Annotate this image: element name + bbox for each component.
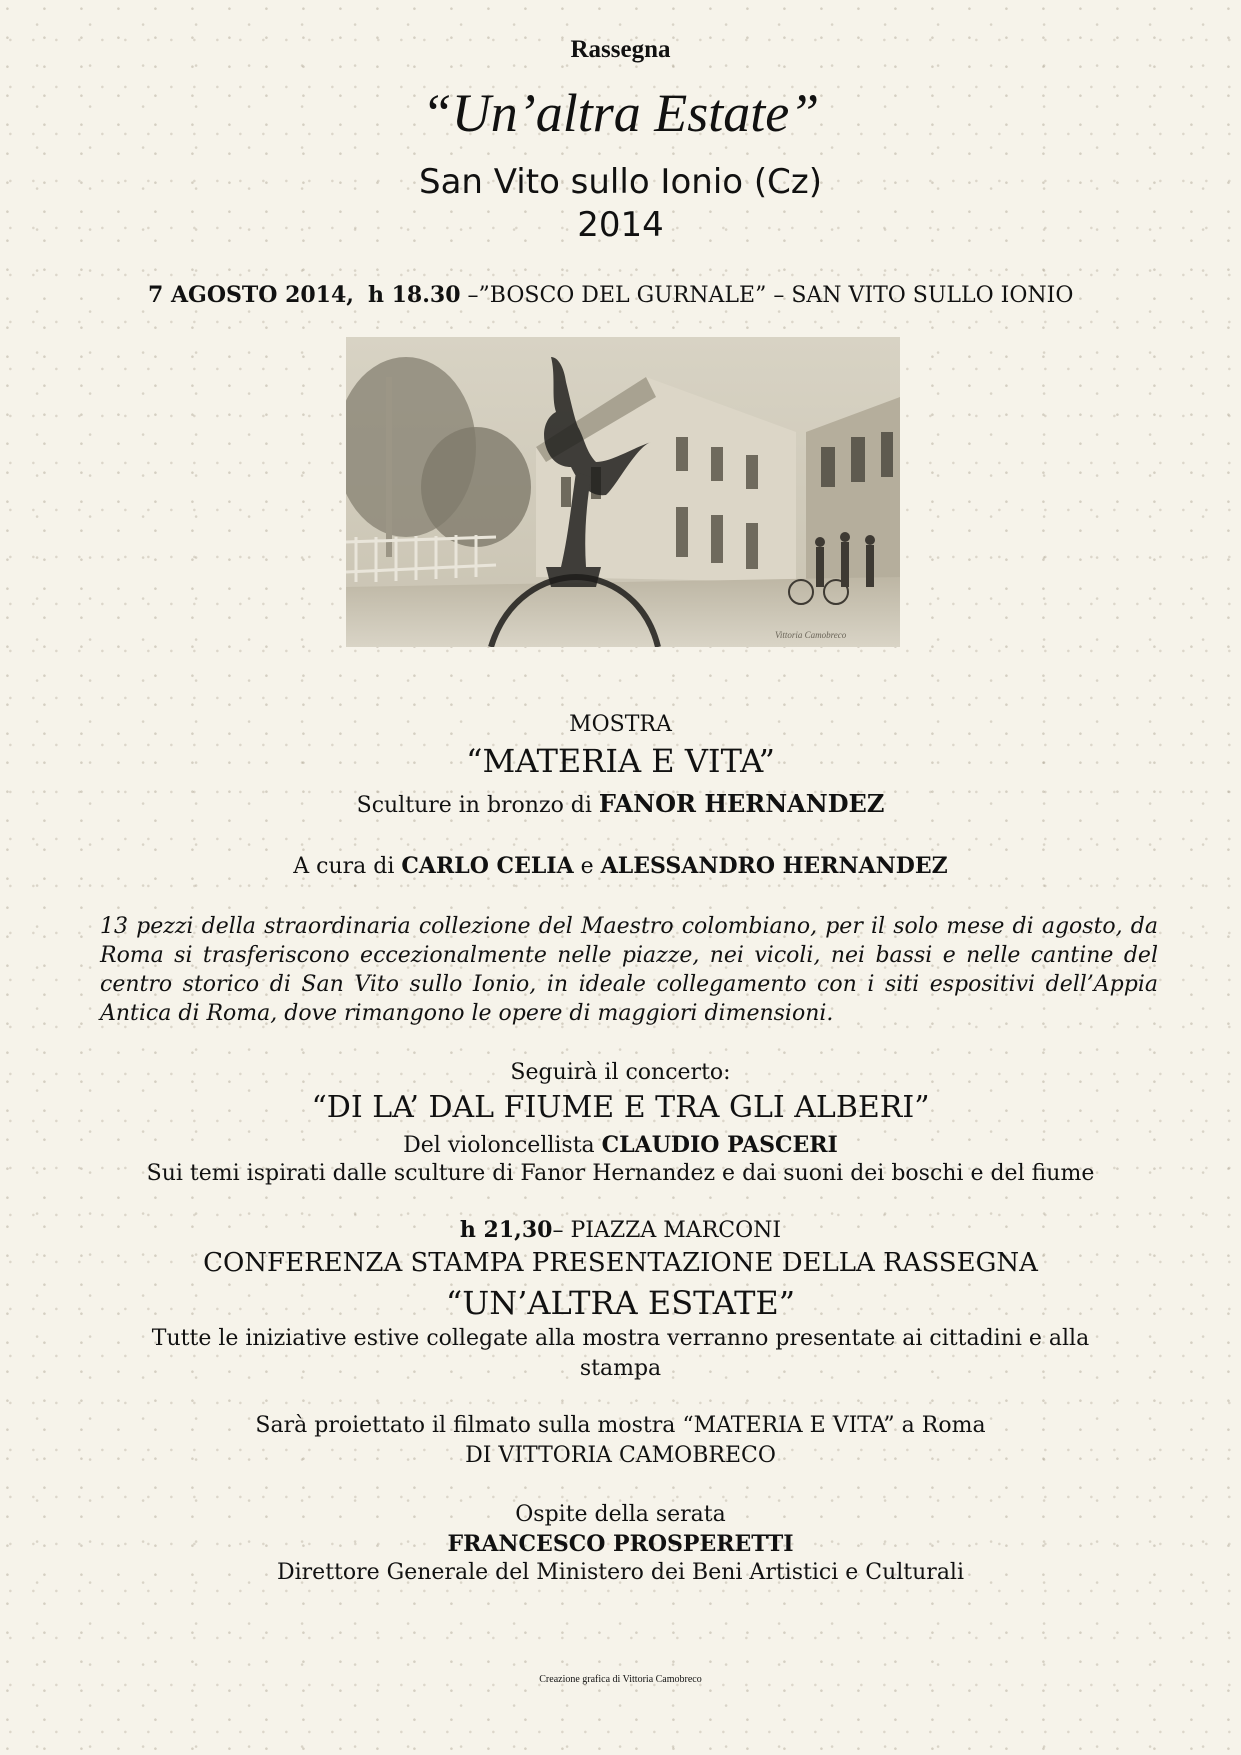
concert-title: “DI LA’ DAL FIUME E TRA GLI ALBERI” [311,1090,930,1125]
mostra-description: 13 pezzi della straordinaria collezione del Maestro colombiano, per il solo mese di agosto, da Roma si trasferiscono eccezionalmente nelle piazze, nei vicoli, nei bassi e nelle cantine del centro storico di San Vito sullo Ionio, in ideale collegamento con i siti espositivi dell’Appia Antica di Roma, dove rimangono le opere di maggiori dimensioni. [100,914,1158,1026]
conference-heading: CONFERENZA STAMPA PRESENTAZIONE DELLA RASSEGNA [203,1248,1038,1278]
curator-2: ALESSANDRO HERNANDEZ [600,853,948,879]
series-title: “Un’altra Estate” [421,83,820,143]
performer-name: CLAUDIO PASCERI [601,1132,838,1158]
event-photo [346,337,900,647]
mostra-artist: FANOR HERNANDEZ [598,789,885,818]
mostra-label: MOSTRA [569,712,672,737]
event-date: 7 AGOSTO 2014, [148,282,354,308]
place-heading: San Vito sullo Ionio (Cz) [419,162,822,202]
photo-signature: Vittoria Camobreco [775,630,847,640]
conference-time: h 21,30 [459,1217,553,1243]
curators-line [0,853,1241,879]
event-dateline [148,282,1148,308]
guest-name: FRANCESCO PROSPERETTI [447,1531,794,1557]
guest-label: Ospite della serata [515,1502,726,1527]
conference-desc-line1: Tutte le iniziative estive collegate alla mostra verranno presentate ai cittadini e alla [151,1326,1090,1351]
concert-themes: Sui temi ispirati dalle sculture di Fanor Hernandez e dai suoni dei boschi e del fiume [146,1161,1095,1186]
series-label: Rassegna [570,36,671,63]
year-heading: 2014 [577,205,664,245]
event-time: h 18.30 [367,282,461,308]
guest-role: Direttore Generale del Ministero dei Beni Artistici e Culturali [276,1560,965,1585]
graphic-credit: Creazione grafica di Vittoria Camobreco [539,1674,702,1685]
film-line2: DI VITTORIA CAMOBRECO [465,1443,776,1468]
film-line1: Sarà proiettato il filmato sulla mostra “MATERIA E VITA” a Roma [255,1413,986,1438]
mostra-subtitle [0,789,1241,818]
conference-desc-line2: stampa [579,1356,662,1381]
curator-1: CARLO CELIA [401,853,574,879]
mostra-subtitle-prefix: Sculture in bronzo di [356,793,599,818]
curators-prefix: A cura di [293,854,402,879]
mostra-title: “MATERIA E VITA” [466,742,775,780]
event-location: –”BOSCO DEL GURNALE” – SAN VITO SULLO IONIO [467,283,1074,308]
concert-performer-line [0,1132,1241,1158]
conference-location: – PIAZZA MARCONI [552,1218,782,1243]
concert-intro: Seguirà il concerto: [510,1060,731,1085]
conference-title: “UN’ALTRA ESTATE” [445,1284,796,1322]
curators-and: e [573,854,601,879]
conference-time-line [0,1217,1241,1243]
performer-prefix: Del violoncellista [403,1133,602,1158]
